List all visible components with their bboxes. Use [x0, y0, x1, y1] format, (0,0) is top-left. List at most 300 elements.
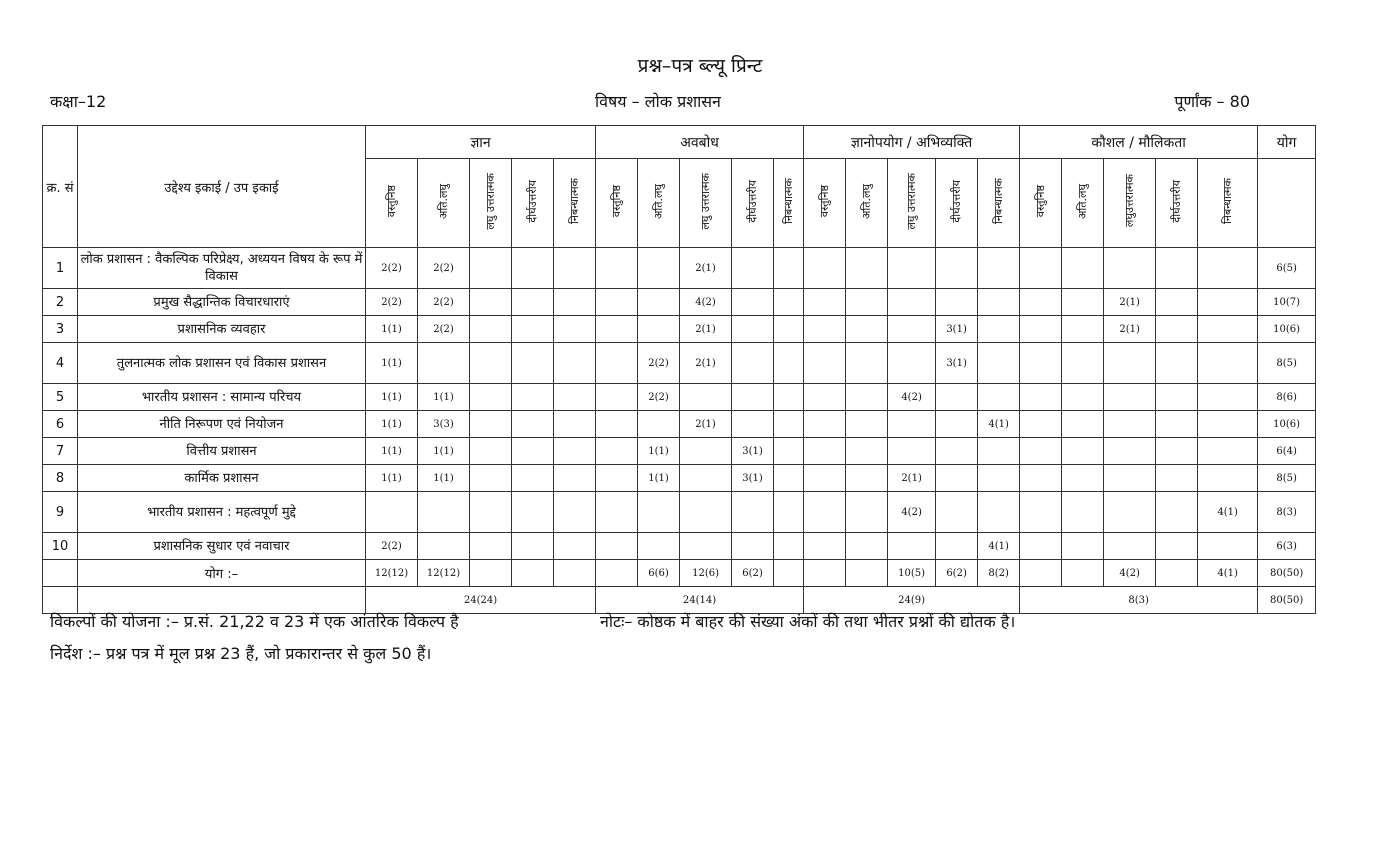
- row-cell: 1(1): [638, 465, 680, 492]
- row-cell: [554, 492, 596, 533]
- totals-label: योग :–: [78, 560, 366, 587]
- options-note: विकल्पों की योजना :– प्र.सं. 21,22 व 23 में एक आंतरिक विकल्प है: [50, 612, 459, 631]
- row-cell: [774, 384, 804, 411]
- row-cell: [680, 533, 732, 560]
- row-cell: [1020, 248, 1062, 289]
- row-cell: [470, 343, 512, 384]
- row-cell: [512, 343, 554, 384]
- row-cell: [846, 384, 888, 411]
- row-cell: 2(2): [638, 384, 680, 411]
- row-cell: [1198, 384, 1258, 411]
- header-type-label: निबन्धात्मक: [782, 177, 796, 224]
- row-total: 6(3): [1258, 533, 1316, 560]
- row-cell: [1198, 289, 1258, 316]
- row-unit: भारतीय प्रशासन : सामान्य परिचय: [78, 384, 366, 411]
- row-cell: [470, 411, 512, 438]
- row-cell: [774, 248, 804, 289]
- row-cell: 2(1): [680, 343, 732, 384]
- totals-cell: 6(6): [638, 560, 680, 587]
- header-type-2-1: [846, 159, 888, 248]
- header-type-label: दीर्घउत्तरीय: [526, 179, 539, 223]
- header-group-application: ज्ञानोपयोग / अभिव्यक्ति: [804, 126, 1020, 159]
- row-cell: [846, 316, 888, 343]
- row-cell: [554, 411, 596, 438]
- row-cell: 1(1): [366, 343, 418, 384]
- row-cell: [554, 533, 596, 560]
- row-cell: [680, 384, 732, 411]
- row-cell: [1156, 411, 1198, 438]
- row-cell: [418, 343, 470, 384]
- header-type-label: अति.लघु: [437, 183, 450, 219]
- row-cell: [512, 492, 554, 533]
- row-cell: [804, 465, 846, 492]
- row-total: 8(5): [1258, 343, 1316, 384]
- totals-cell: 12(12): [366, 560, 418, 587]
- row-sno: 6: [43, 411, 78, 438]
- table-row: [43, 533, 1316, 560]
- totals-cell: [1156, 560, 1198, 587]
- row-sno: 4: [43, 343, 78, 384]
- table-row: [43, 492, 1316, 533]
- row-cell: [512, 411, 554, 438]
- header-type-label: निबन्धात्मक: [568, 177, 582, 224]
- row-unit: वित्तीय प्रशासन: [78, 438, 366, 465]
- row-cell: [846, 465, 888, 492]
- row-sno: 5: [43, 384, 78, 411]
- row-cell: [596, 343, 638, 384]
- row-cell: [774, 492, 804, 533]
- header-type-label: निबन्धात्मक: [992, 177, 1006, 224]
- row-cell: [936, 384, 978, 411]
- row-cell: 2(2): [418, 316, 470, 343]
- row-cell: [846, 289, 888, 316]
- totals-cell: [1020, 560, 1062, 587]
- header-total: योग: [1258, 126, 1316, 159]
- header-type-label: दीर्घउत्तरीय: [746, 179, 760, 223]
- row-cell: [846, 492, 888, 533]
- row-cell: [596, 492, 638, 533]
- row-cell: 1(1): [366, 384, 418, 411]
- row-cell: 1(1): [366, 465, 418, 492]
- row-cell: [1156, 289, 1198, 316]
- row-cell: [512, 316, 554, 343]
- row-cell: [512, 533, 554, 560]
- row-cell: [936, 438, 978, 465]
- row-cell: [470, 289, 512, 316]
- row-cell: [638, 411, 680, 438]
- group-total-cell: 24(9): [804, 587, 1020, 614]
- row-cell: 2(2): [366, 248, 418, 289]
- totals-total: 80(50): [1258, 560, 1316, 587]
- header-type-1-2: [680, 159, 732, 248]
- row-cell: [470, 533, 512, 560]
- row-sno: 10: [43, 533, 78, 560]
- row-cell: [638, 289, 680, 316]
- header-type-label: निबन्धात्मक: [1221, 177, 1235, 224]
- row-unit: कार्मिक प्रशासन: [78, 465, 366, 492]
- header-type-2-0: [804, 159, 846, 248]
- row-cell: [732, 533, 774, 560]
- row-cell: [888, 343, 936, 384]
- row-cell: [596, 533, 638, 560]
- row-cell: [1198, 438, 1258, 465]
- row-cell: [596, 248, 638, 289]
- row-unit: नीति निरूपण एवं नियोजन: [78, 411, 366, 438]
- header-type-0-2: [470, 159, 512, 248]
- row-cell: [936, 248, 978, 289]
- header-group-knowledge: ज्ञान: [366, 126, 596, 159]
- totals-cell: 4(1): [1198, 560, 1258, 587]
- table-row: [43, 438, 1316, 465]
- row-cell: [680, 492, 732, 533]
- totals-cell: [554, 560, 596, 587]
- row-cell: 2(1): [888, 465, 936, 492]
- row-cell: [732, 289, 774, 316]
- row-cell: [936, 492, 978, 533]
- row-cell: [596, 289, 638, 316]
- row-cell: [978, 343, 1020, 384]
- header-type-1-4: [774, 159, 804, 248]
- row-cell: 4(1): [978, 411, 1020, 438]
- header-type-3-1: [1062, 159, 1104, 248]
- header-type-0-0: [366, 159, 418, 248]
- row-cell: [936, 289, 978, 316]
- row-cell: [1020, 316, 1062, 343]
- totals-cell: 8(2): [978, 560, 1020, 587]
- row-cell: [366, 492, 418, 533]
- row-cell: 2(2): [366, 533, 418, 560]
- row-cell: 1(1): [366, 438, 418, 465]
- row-cell: [804, 343, 846, 384]
- totals-row: [43, 560, 1316, 587]
- blueprint-table: [42, 125, 1316, 614]
- row-cell: [888, 248, 936, 289]
- row-cell: [1156, 343, 1198, 384]
- header-sno: क्र. सं: [43, 126, 78, 248]
- row-cell: [512, 248, 554, 289]
- header-type-label: अति.लघु: [860, 183, 874, 219]
- row-cell: [1020, 384, 1062, 411]
- row-cell: [1062, 438, 1104, 465]
- row-cell: [732, 384, 774, 411]
- row-cell: [418, 492, 470, 533]
- row-cell: [638, 316, 680, 343]
- table-row: [43, 248, 1316, 289]
- row-cell: [1198, 411, 1258, 438]
- row-cell: [804, 492, 846, 533]
- row-cell: 2(2): [418, 248, 470, 289]
- header-type-1-0: [596, 159, 638, 248]
- row-cell: 4(2): [680, 289, 732, 316]
- row-unit: लोक प्रशासन : वैकल्पिक परिप्रेक्ष्य, अध्ययन विषय के रूप में विकास: [78, 248, 366, 289]
- row-cell: 1(1): [638, 438, 680, 465]
- row-cell: [774, 438, 804, 465]
- row-cell: 3(1): [732, 438, 774, 465]
- instruction-note: निर्देश :– प्रश्न पत्र में मूल प्रश्न 23 हैं, जो प्रकारान्तर से कुल 50 हैं।: [50, 644, 432, 663]
- row-cell: [936, 533, 978, 560]
- totals-cell: [846, 560, 888, 587]
- row-cell: [1156, 438, 1198, 465]
- row-unit: भारतीय प्रशासन : महत्वपूर्ण मुद्दे: [78, 492, 366, 533]
- row-cell: 3(1): [936, 343, 978, 384]
- row-cell: 2(1): [1104, 289, 1156, 316]
- row-cell: [554, 289, 596, 316]
- row-cell: [470, 248, 512, 289]
- row-cell: [888, 411, 936, 438]
- header-type-3-3: [1156, 159, 1198, 248]
- header-type-label: वस्तुनिष्ठ: [385, 184, 398, 218]
- row-cell: [732, 411, 774, 438]
- header-type-3-4: [1198, 159, 1258, 248]
- row-cell: 3(1): [732, 465, 774, 492]
- table-row: [43, 316, 1316, 343]
- row-cell: [978, 438, 1020, 465]
- totals-cell: [804, 560, 846, 587]
- row-cell: [1156, 384, 1198, 411]
- header-type-label: वस्तुनिष्ठ: [610, 184, 624, 218]
- group-total-cell: 24(24): [366, 587, 596, 614]
- row-cell: [774, 316, 804, 343]
- row-sno: 9: [43, 492, 78, 533]
- header-group-understanding: अवबोध: [596, 126, 804, 159]
- header-type-label: लघुउत्तरात्मक: [1123, 174, 1137, 228]
- header-type-label: लघु उत्तरात्मक: [484, 172, 497, 230]
- row-cell: 1(1): [418, 384, 470, 411]
- row-cell: [978, 289, 1020, 316]
- row-cell: 4(2): [888, 492, 936, 533]
- row-cell: [978, 384, 1020, 411]
- row-cell: [512, 289, 554, 316]
- subject-label: विषय – लोक प्रशासन: [595, 92, 721, 111]
- row-cell: [512, 465, 554, 492]
- row-cell: [1104, 248, 1156, 289]
- header-type-3-0: [1020, 159, 1062, 248]
- row-cell: [1104, 411, 1156, 438]
- header-type-label: दीर्घउत्तरीय: [1170, 179, 1184, 223]
- row-total: 8(3): [1258, 492, 1316, 533]
- row-cell: 2(1): [680, 411, 732, 438]
- row-cell: 1(1): [418, 438, 470, 465]
- row-cell: [596, 465, 638, 492]
- header-type-label: वस्तुनिष्ठ: [818, 184, 832, 218]
- row-total: 6(5): [1258, 248, 1316, 289]
- header-type-total: [1258, 159, 1316, 248]
- table-row: [43, 411, 1316, 438]
- row-cell: [846, 533, 888, 560]
- row-cell: [774, 411, 804, 438]
- row-cell: [596, 316, 638, 343]
- header-type-3-2: [1104, 159, 1156, 248]
- row-cell: [554, 384, 596, 411]
- header-type-label: अति.लघु: [1076, 183, 1090, 219]
- row-cell: [1062, 316, 1104, 343]
- totals-cell: 12(12): [418, 560, 470, 587]
- class-label: कक्षा–12: [50, 92, 107, 111]
- row-cell: [512, 438, 554, 465]
- row-cell: [638, 533, 680, 560]
- row-total: 6(4): [1258, 438, 1316, 465]
- row-cell: [774, 343, 804, 384]
- row-total: 10(6): [1258, 316, 1316, 343]
- row-sno: 8: [43, 465, 78, 492]
- row-sno: 1: [43, 248, 78, 289]
- row-cell: [470, 492, 512, 533]
- row-cell: [888, 316, 936, 343]
- row-cell: [732, 492, 774, 533]
- totals-cell: [470, 560, 512, 587]
- totals-cell: [512, 560, 554, 587]
- totals-cell: [774, 560, 804, 587]
- row-unit: प्रमुख सैद्धान्तिक विचारधाराएं: [78, 289, 366, 316]
- row-cell: [804, 289, 846, 316]
- page-title: प्रश्न–पत्र ब्ल्यू प्रिन्ट: [637, 55, 763, 77]
- header-type-1-1: [638, 159, 680, 248]
- header-type-label: अति.लघु: [652, 183, 666, 219]
- row-cell: [978, 316, 1020, 343]
- row-cell: [732, 316, 774, 343]
- row-cell: [732, 248, 774, 289]
- totals-cell: 10(5): [888, 560, 936, 587]
- row-cell: [596, 438, 638, 465]
- header-type-label: वस्तुनिष्ठ: [1034, 184, 1048, 218]
- row-cell: [554, 343, 596, 384]
- row-cell: [1020, 438, 1062, 465]
- row-cell: [846, 438, 888, 465]
- row-cell: [512, 384, 554, 411]
- row-cell: [1062, 248, 1104, 289]
- row-cell: 1(1): [366, 316, 418, 343]
- header-type-label: लघु उत्तरात्मक: [905, 172, 919, 230]
- marks-label: पूर्णांक – 80: [1174, 92, 1250, 111]
- header-unit: उद्देश्य इकाई / उप इकाई: [78, 126, 366, 248]
- header-type-2-3: [936, 159, 978, 248]
- row-sno: 7: [43, 438, 78, 465]
- totals-cell: 4(2): [1104, 560, 1156, 587]
- row-cell: [1062, 465, 1104, 492]
- row-cell: [888, 533, 936, 560]
- row-cell: 2(2): [366, 289, 418, 316]
- header-type-0-3: [512, 159, 554, 248]
- legend-note: नोटः– कोष्ठक में बाहर की संख्या अंकों की तथा भीतर प्रश्नों की द्योतक है।: [600, 612, 1016, 631]
- group-total-cell: 8(3): [1020, 587, 1258, 614]
- row-sno: 2: [43, 289, 78, 316]
- row-cell: 3(1): [936, 316, 978, 343]
- row-cell: [1062, 411, 1104, 438]
- row-cell: [888, 289, 936, 316]
- row-cell: [804, 438, 846, 465]
- totals-cell: 12(6): [680, 560, 732, 587]
- row-cell: 2(1): [680, 248, 732, 289]
- row-cell: [1104, 343, 1156, 384]
- row-cell: [596, 411, 638, 438]
- row-unit: प्रशासनिक सुधार एवं नवाचार: [78, 533, 366, 560]
- row-cell: [1020, 343, 1062, 384]
- row-cell: [1062, 289, 1104, 316]
- row-cell: [680, 438, 732, 465]
- row-cell: [470, 438, 512, 465]
- row-cell: [1020, 492, 1062, 533]
- row-cell: 4(1): [1198, 492, 1258, 533]
- header-type-0-4: [554, 159, 596, 248]
- header-type-2-2: [888, 159, 936, 248]
- row-cell: 1(1): [366, 411, 418, 438]
- row-total: 8(6): [1258, 384, 1316, 411]
- row-cell: 3(3): [418, 411, 470, 438]
- row-cell: [804, 316, 846, 343]
- row-cell: [804, 533, 846, 560]
- totals-cell: [596, 560, 638, 587]
- row-cell: [936, 465, 978, 492]
- row-unit: प्रशासनिक व्यवहार: [78, 316, 366, 343]
- row-total: 10(7): [1258, 289, 1316, 316]
- row-cell: [804, 384, 846, 411]
- row-cell: [1020, 289, 1062, 316]
- row-cell: [936, 411, 978, 438]
- row-cell: [418, 533, 470, 560]
- row-cell: [1198, 343, 1258, 384]
- header-type-1-3: [732, 159, 774, 248]
- header-type-label: लघु उत्तरात्मक: [699, 172, 713, 230]
- row-cell: [1156, 316, 1198, 343]
- row-cell: [732, 343, 774, 384]
- row-sno: 3: [43, 316, 78, 343]
- row-cell: [1104, 465, 1156, 492]
- row-cell: [1020, 533, 1062, 560]
- row-total: 8(5): [1258, 465, 1316, 492]
- row-cell: [554, 316, 596, 343]
- row-cell: [1198, 465, 1258, 492]
- row-cell: [1156, 492, 1198, 533]
- row-cell: [846, 248, 888, 289]
- row-cell: [638, 248, 680, 289]
- row-cell: [774, 465, 804, 492]
- header-row-groups: [43, 126, 1316, 159]
- row-cell: [1104, 438, 1156, 465]
- row-cell: [1020, 411, 1062, 438]
- row-cell: [554, 438, 596, 465]
- row-total: 10(6): [1258, 411, 1316, 438]
- row-cell: [1156, 533, 1198, 560]
- row-cell: [554, 465, 596, 492]
- totals-cell: 6(2): [732, 560, 774, 587]
- row-cell: [470, 316, 512, 343]
- row-cell: [1156, 465, 1198, 492]
- row-cell: [680, 465, 732, 492]
- row-cell: [1062, 384, 1104, 411]
- row-cell: 2(1): [680, 316, 732, 343]
- row-cell: [804, 248, 846, 289]
- header-type-2-4: [978, 159, 1020, 248]
- table-body: [43, 248, 1316, 614]
- row-cell: [888, 438, 936, 465]
- row-cell: [470, 465, 512, 492]
- row-cell: [1198, 248, 1258, 289]
- row-cell: [470, 384, 512, 411]
- group-total-cell: 24(14): [596, 587, 804, 614]
- row-cell: [1062, 492, 1104, 533]
- row-cell: [1104, 384, 1156, 411]
- row-cell: [774, 289, 804, 316]
- header-type-0-1: [418, 159, 470, 248]
- totals-cell: 6(2): [936, 560, 978, 587]
- table-row: [43, 289, 1316, 316]
- row-cell: [638, 492, 680, 533]
- row-cell: [978, 248, 1020, 289]
- totals-cell: [1062, 560, 1104, 587]
- row-cell: [1104, 533, 1156, 560]
- row-cell: [978, 492, 1020, 533]
- header-type-label: दीर्घउत्तरीय: [950, 179, 964, 223]
